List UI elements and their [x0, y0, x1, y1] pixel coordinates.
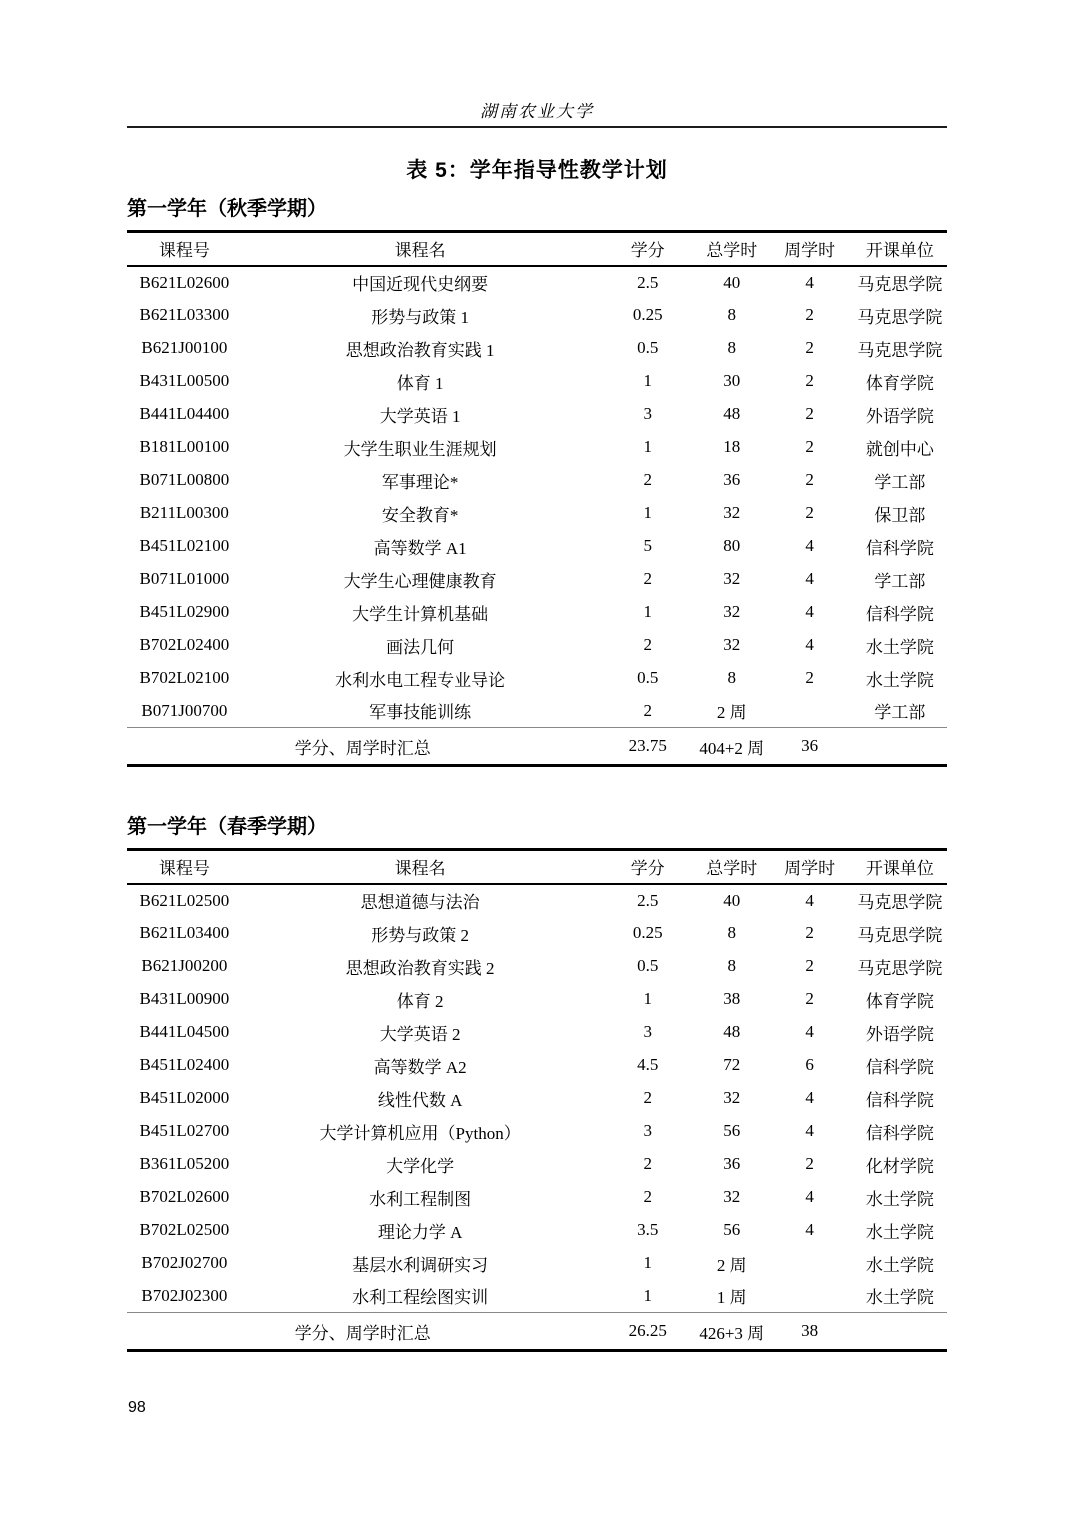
course-table-spring [127, 848, 947, 1352]
course-id-cell: B441L04400 [139, 404, 230, 423]
department-cell: 马克思学院 [857, 307, 943, 327]
total-hours-cell: 1 周 [716, 1288, 747, 1308]
course-name-cell: 军事技能训练 [369, 703, 472, 723]
credits-cell: 3 [643, 1121, 652, 1140]
total-hours-cell: 32 [723, 1088, 741, 1107]
course-row [127, 497, 947, 530]
department-cell: 体育学院 [865, 991, 934, 1011]
course-id-cell: B702J02700 [141, 1253, 228, 1272]
course-id-cell: B621J00200 [141, 956, 228, 975]
course-id-cell: B451L02400 [139, 1055, 230, 1074]
weekly-hours-cell: 2 [805, 404, 814, 423]
course-id-cell: B451L02700 [139, 1121, 230, 1140]
course-name-cell: 思想政治教育实践 2 [345, 958, 495, 978]
total-hours-cell: 32 [723, 635, 741, 654]
credits-cell: 3 [643, 1022, 652, 1041]
course-name-cell: 大学生计算机基础 [352, 604, 489, 624]
course-row [127, 1148, 947, 1181]
total-hours-cell: 38 [723, 989, 741, 1008]
credits-cell: 4.5 [637, 1055, 659, 1074]
summary-weekly-hours-cell: 38 [767, 1313, 853, 1351]
course-row [127, 464, 947, 497]
column-header: 课程号 [127, 850, 242, 884]
table-header-row [127, 850, 947, 884]
column-header: 总学时 [697, 232, 767, 266]
course-id-cell: B361L05200 [139, 1154, 230, 1173]
table-header-row [127, 232, 947, 266]
course-id-cell: B071L01000 [139, 569, 230, 588]
course-id-cell: B702L02500 [139, 1220, 230, 1239]
total-hours-cell: 8 [727, 305, 736, 324]
course-row [127, 1115, 947, 1148]
summary-credits-cell: 26.25 [599, 1313, 697, 1351]
total-hours-cell: 2 周 [716, 703, 747, 723]
department-cell: 信科学院 [865, 1057, 934, 1077]
column-header: 课程名 [242, 850, 599, 884]
column-header: 学分 [599, 850, 697, 884]
course-id-cell: B621L02500 [139, 890, 230, 910]
credits-cell: 1 [643, 371, 652, 390]
credits-cell: 0.25 [632, 923, 663, 942]
university-name: 湖南农业大学 [480, 102, 594, 122]
course-row [127, 365, 947, 398]
weekly-hours-cell: 2 [805, 371, 814, 390]
course-id-cell: B621L03300 [139, 305, 230, 324]
course-id-cell: B211L00300 [139, 503, 229, 522]
total-hours-cell: 40 [723, 272, 741, 292]
department-cell: 保卫部 [874, 505, 926, 525]
course-name-cell: 大学生职业生涯规划 [343, 439, 497, 459]
course-name-cell: 大学生心理健康教育 [343, 571, 497, 591]
department-cell: 信科学院 [865, 1123, 934, 1143]
course-id-cell: B451L02000 [139, 1088, 230, 1107]
course-name-cell: 大学英语 1 [379, 406, 461, 426]
course-id-cell: B181L00100 [139, 437, 230, 456]
weekly-hours-cell [767, 1280, 853, 1313]
course-name-cell: 体育 1 [396, 373, 444, 393]
column-header: 开课单位 [853, 850, 947, 884]
course-row [127, 596, 947, 629]
weekly-hours-cell: 2 [805, 956, 814, 975]
course-name-cell: 形势与政策 1 [371, 307, 470, 327]
weekly-hours-cell: 2 [805, 338, 814, 357]
course-id-cell: B621J00100 [141, 338, 228, 357]
credits-cell: 1 [643, 437, 652, 456]
weekly-hours-cell: 4 [805, 1121, 814, 1140]
department-cell: 马克思学院 [857, 893, 943, 912]
course-row [127, 266, 947, 299]
course-row [127, 950, 947, 983]
credits-cell: 2 [643, 1187, 652, 1206]
department-cell: 水土学院 [865, 1222, 934, 1242]
weekly-hours-cell: 2 [805, 503, 814, 522]
department-cell: 马克思学院 [857, 340, 943, 360]
department-cell: 外语学院 [865, 406, 934, 426]
course-name-cell: 思想道德与法治 [360, 893, 480, 912]
weekly-hours-cell: 4 [805, 536, 814, 555]
course-row [127, 629, 947, 662]
course-name-cell: 体育 2 [396, 991, 444, 1011]
credits-cell: 1 [643, 1253, 652, 1272]
semester-section-fall [127, 197, 947, 767]
weekly-hours-cell: 4 [805, 1187, 814, 1206]
department-cell: 信科学院 [865, 1090, 934, 1110]
department-cell: 马克思学院 [857, 275, 943, 294]
course-name-cell: 水利工程制图 [369, 1189, 472, 1209]
column-header: 周学时 [767, 232, 853, 266]
course-row [127, 1181, 947, 1214]
department-cell: 水土学院 [865, 670, 934, 690]
course-row [127, 398, 947, 431]
department-cell: 水土学院 [865, 637, 934, 657]
course-id-cell: B441L04500 [139, 1022, 230, 1041]
course-id-cell: B621L02600 [139, 272, 230, 292]
weekly-hours-cell [767, 1247, 853, 1280]
department-cell: 就创中心 [865, 439, 934, 459]
summary-weekly-hours-cell: 36 [767, 728, 853, 766]
course-name-cell: 大学化学 [386, 1156, 455, 1176]
credits-cell: 5 [643, 536, 652, 555]
credits-cell: 0.5 [637, 338, 659, 357]
course-name-cell: 水利水电工程专业导论 [335, 670, 506, 690]
total-hours-cell: 72 [723, 1055, 741, 1074]
credits-cell: 2 [643, 635, 652, 654]
total-hours-cell: 8 [727, 668, 736, 687]
summary-label-cell: 学分、周学时汇总 [127, 728, 599, 766]
credits-cell: 0.25 [632, 305, 663, 324]
total-hours-cell: 56 [723, 1220, 741, 1239]
course-name-cell: 画法几何 [386, 637, 455, 657]
credits-cell: 1 [643, 503, 652, 522]
semester-section-spring [127, 815, 947, 1352]
weekly-hours-cell: 4 [805, 890, 814, 910]
credits-cell: 2 [643, 1154, 652, 1173]
department-cell: 水土学院 [865, 1288, 934, 1308]
course-name-cell: 高等数学 A1 [373, 538, 467, 558]
course-row [127, 332, 947, 365]
total-hours-cell: 56 [723, 1121, 741, 1140]
course-name-cell: 形势与政策 2 [371, 925, 470, 945]
summary-credits-cell: 23.75 [599, 728, 697, 766]
summary-row [127, 728, 947, 766]
course-row [127, 530, 947, 563]
total-hours-cell: 18 [723, 437, 741, 456]
credits-cell: 2 [643, 569, 652, 588]
summary-row [127, 1313, 947, 1351]
credits-cell: 2.5 [637, 890, 659, 910]
department-cell: 学工部 [874, 571, 926, 591]
section-heading-fall: 第一学年（秋季学期） [127, 198, 327, 220]
course-row [127, 1214, 947, 1247]
summary-department-cell [853, 1313, 947, 1351]
total-hours-cell: 32 [723, 503, 741, 522]
department-cell: 学工部 [874, 472, 926, 492]
course-row [127, 1016, 947, 1049]
weekly-hours-cell: 6 [805, 1055, 814, 1074]
course-row [127, 884, 947, 917]
course-id-cell: B431L00500 [139, 371, 230, 390]
credits-cell: 0.5 [637, 956, 659, 975]
course-id-cell: B621L03400 [139, 923, 230, 942]
course-name-cell: 水利工程绘图实训 [352, 1288, 489, 1308]
weekly-hours-cell: 4 [805, 1088, 814, 1107]
course-name-cell: 理论力学 A [377, 1222, 463, 1242]
department-cell: 水土学院 [865, 1255, 934, 1275]
course-row [127, 1049, 947, 1082]
column-header: 开课单位 [853, 232, 947, 266]
course-row [127, 983, 947, 1016]
department-cell: 马克思学院 [857, 958, 943, 978]
weekly-hours-cell: 4 [805, 569, 814, 588]
weekly-hours-cell: 2 [805, 668, 814, 687]
credits-cell: 2 [643, 700, 652, 720]
weekly-hours-cell: 2 [805, 1154, 814, 1173]
course-name-cell: 大学英语 2 [379, 1024, 461, 1044]
total-hours-cell: 32 [723, 602, 741, 621]
course-id-cell: B702L02400 [139, 635, 230, 654]
total-hours-cell: 8 [727, 338, 736, 357]
course-id-cell: B702J02300 [141, 1285, 228, 1305]
department-cell: 信科学院 [865, 604, 934, 624]
department-cell: 马克思学院 [857, 925, 943, 945]
total-hours-cell: 30 [723, 371, 741, 390]
course-row [127, 563, 947, 596]
course-row [127, 1082, 947, 1115]
course-id-cell: B431L00900 [139, 989, 230, 1008]
course-name-cell: 线性代数 A [377, 1090, 463, 1110]
weekly-hours-cell: 4 [805, 1220, 814, 1239]
department-cell: 信科学院 [865, 538, 934, 558]
total-hours-cell: 8 [727, 956, 736, 975]
course-id-cell: B702L02100 [139, 668, 230, 687]
summary-department-cell [853, 728, 947, 766]
weekly-hours-cell: 2 [805, 923, 814, 942]
course-name-cell: 安全教育* [381, 505, 459, 525]
credits-cell: 3 [643, 404, 652, 423]
credits-cell: 2.5 [637, 272, 659, 292]
credits-cell: 1 [643, 602, 652, 621]
department-cell: 外语学院 [865, 1024, 934, 1044]
course-id-cell: B071J00700 [141, 700, 228, 720]
course-row [127, 431, 947, 464]
total-hours-cell: 80 [723, 536, 741, 555]
column-header: 总学时 [697, 850, 767, 884]
total-hours-cell: 40 [723, 890, 741, 910]
column-header: 课程名 [242, 232, 599, 266]
total-hours-cell: 8 [727, 923, 736, 942]
course-row [127, 917, 947, 950]
course-table-fall [127, 230, 947, 767]
column-header: 学分 [599, 232, 697, 266]
weekly-hours-cell: 2 [805, 989, 814, 1008]
department-cell: 学工部 [874, 703, 926, 723]
weekly-hours-cell: 4 [805, 1022, 814, 1041]
weekly-hours-cell: 2 [805, 305, 814, 324]
course-row [127, 1247, 947, 1280]
column-header: 课程号 [127, 232, 242, 266]
credits-cell: 1 [643, 1285, 652, 1305]
summary-total-hours-cell: 404+2 周 [697, 728, 767, 766]
course-name-cell: 中国近现代史纲要 [352, 275, 489, 294]
course-row [127, 1280, 947, 1313]
course-id-cell: B451L02100 [139, 536, 230, 555]
course-id-cell: B451L02900 [139, 602, 230, 621]
course-row [127, 662, 947, 695]
credits-cell: 2 [643, 470, 652, 489]
course-name-cell: 思想政治教育实践 1 [345, 340, 495, 360]
weekly-hours-cell: 4 [805, 635, 814, 654]
total-hours-cell: 32 [723, 569, 741, 588]
weekly-hours-cell: 2 [805, 437, 814, 456]
weekly-hours-cell [767, 695, 853, 728]
total-hours-cell: 36 [723, 1154, 741, 1173]
document-title: 表 5：学年指导性教学计划 [406, 159, 668, 182]
course-row [127, 299, 947, 332]
total-hours-cell: 48 [723, 404, 741, 423]
running-header [127, 0, 947, 128]
section-heading-spring: 第一学年（春季学期） [127, 816, 327, 838]
page-number: 98 [128, 1399, 146, 1416]
total-hours-cell: 2 周 [716, 1255, 747, 1275]
weekly-hours-cell: 2 [805, 470, 814, 489]
course-name-cell: 军事理论* [381, 472, 459, 492]
total-hours-cell: 48 [723, 1022, 741, 1041]
course-name-cell: 高等数学 A2 [373, 1057, 467, 1077]
credits-cell: 1 [643, 989, 652, 1008]
course-row [127, 695, 947, 728]
credits-cell: 0.5 [637, 668, 659, 687]
summary-label-cell: 学分、周学时汇总 [127, 1313, 599, 1351]
summary-total-hours-cell: 426+3 周 [697, 1313, 767, 1351]
department-cell: 体育学院 [865, 373, 934, 393]
credits-cell: 3.5 [637, 1220, 659, 1239]
course-id-cell: B702L02600 [139, 1187, 230, 1206]
column-header: 周学时 [767, 850, 853, 884]
course-id-cell: B071L00800 [139, 470, 230, 489]
course-name-cell: 基层水利调研实习 [352, 1255, 489, 1275]
department-cell: 水土学院 [865, 1189, 934, 1209]
course-name-cell: 大学计算机应用（Python） [319, 1123, 521, 1143]
weekly-hours-cell: 4 [805, 602, 814, 621]
department-cell: 化材学院 [865, 1156, 934, 1176]
credits-cell: 2 [643, 1088, 652, 1107]
document-content [127, 0, 947, 1352]
weekly-hours-cell: 4 [805, 272, 814, 292]
total-hours-cell: 36 [723, 470, 741, 489]
total-hours-cell: 32 [723, 1187, 741, 1206]
